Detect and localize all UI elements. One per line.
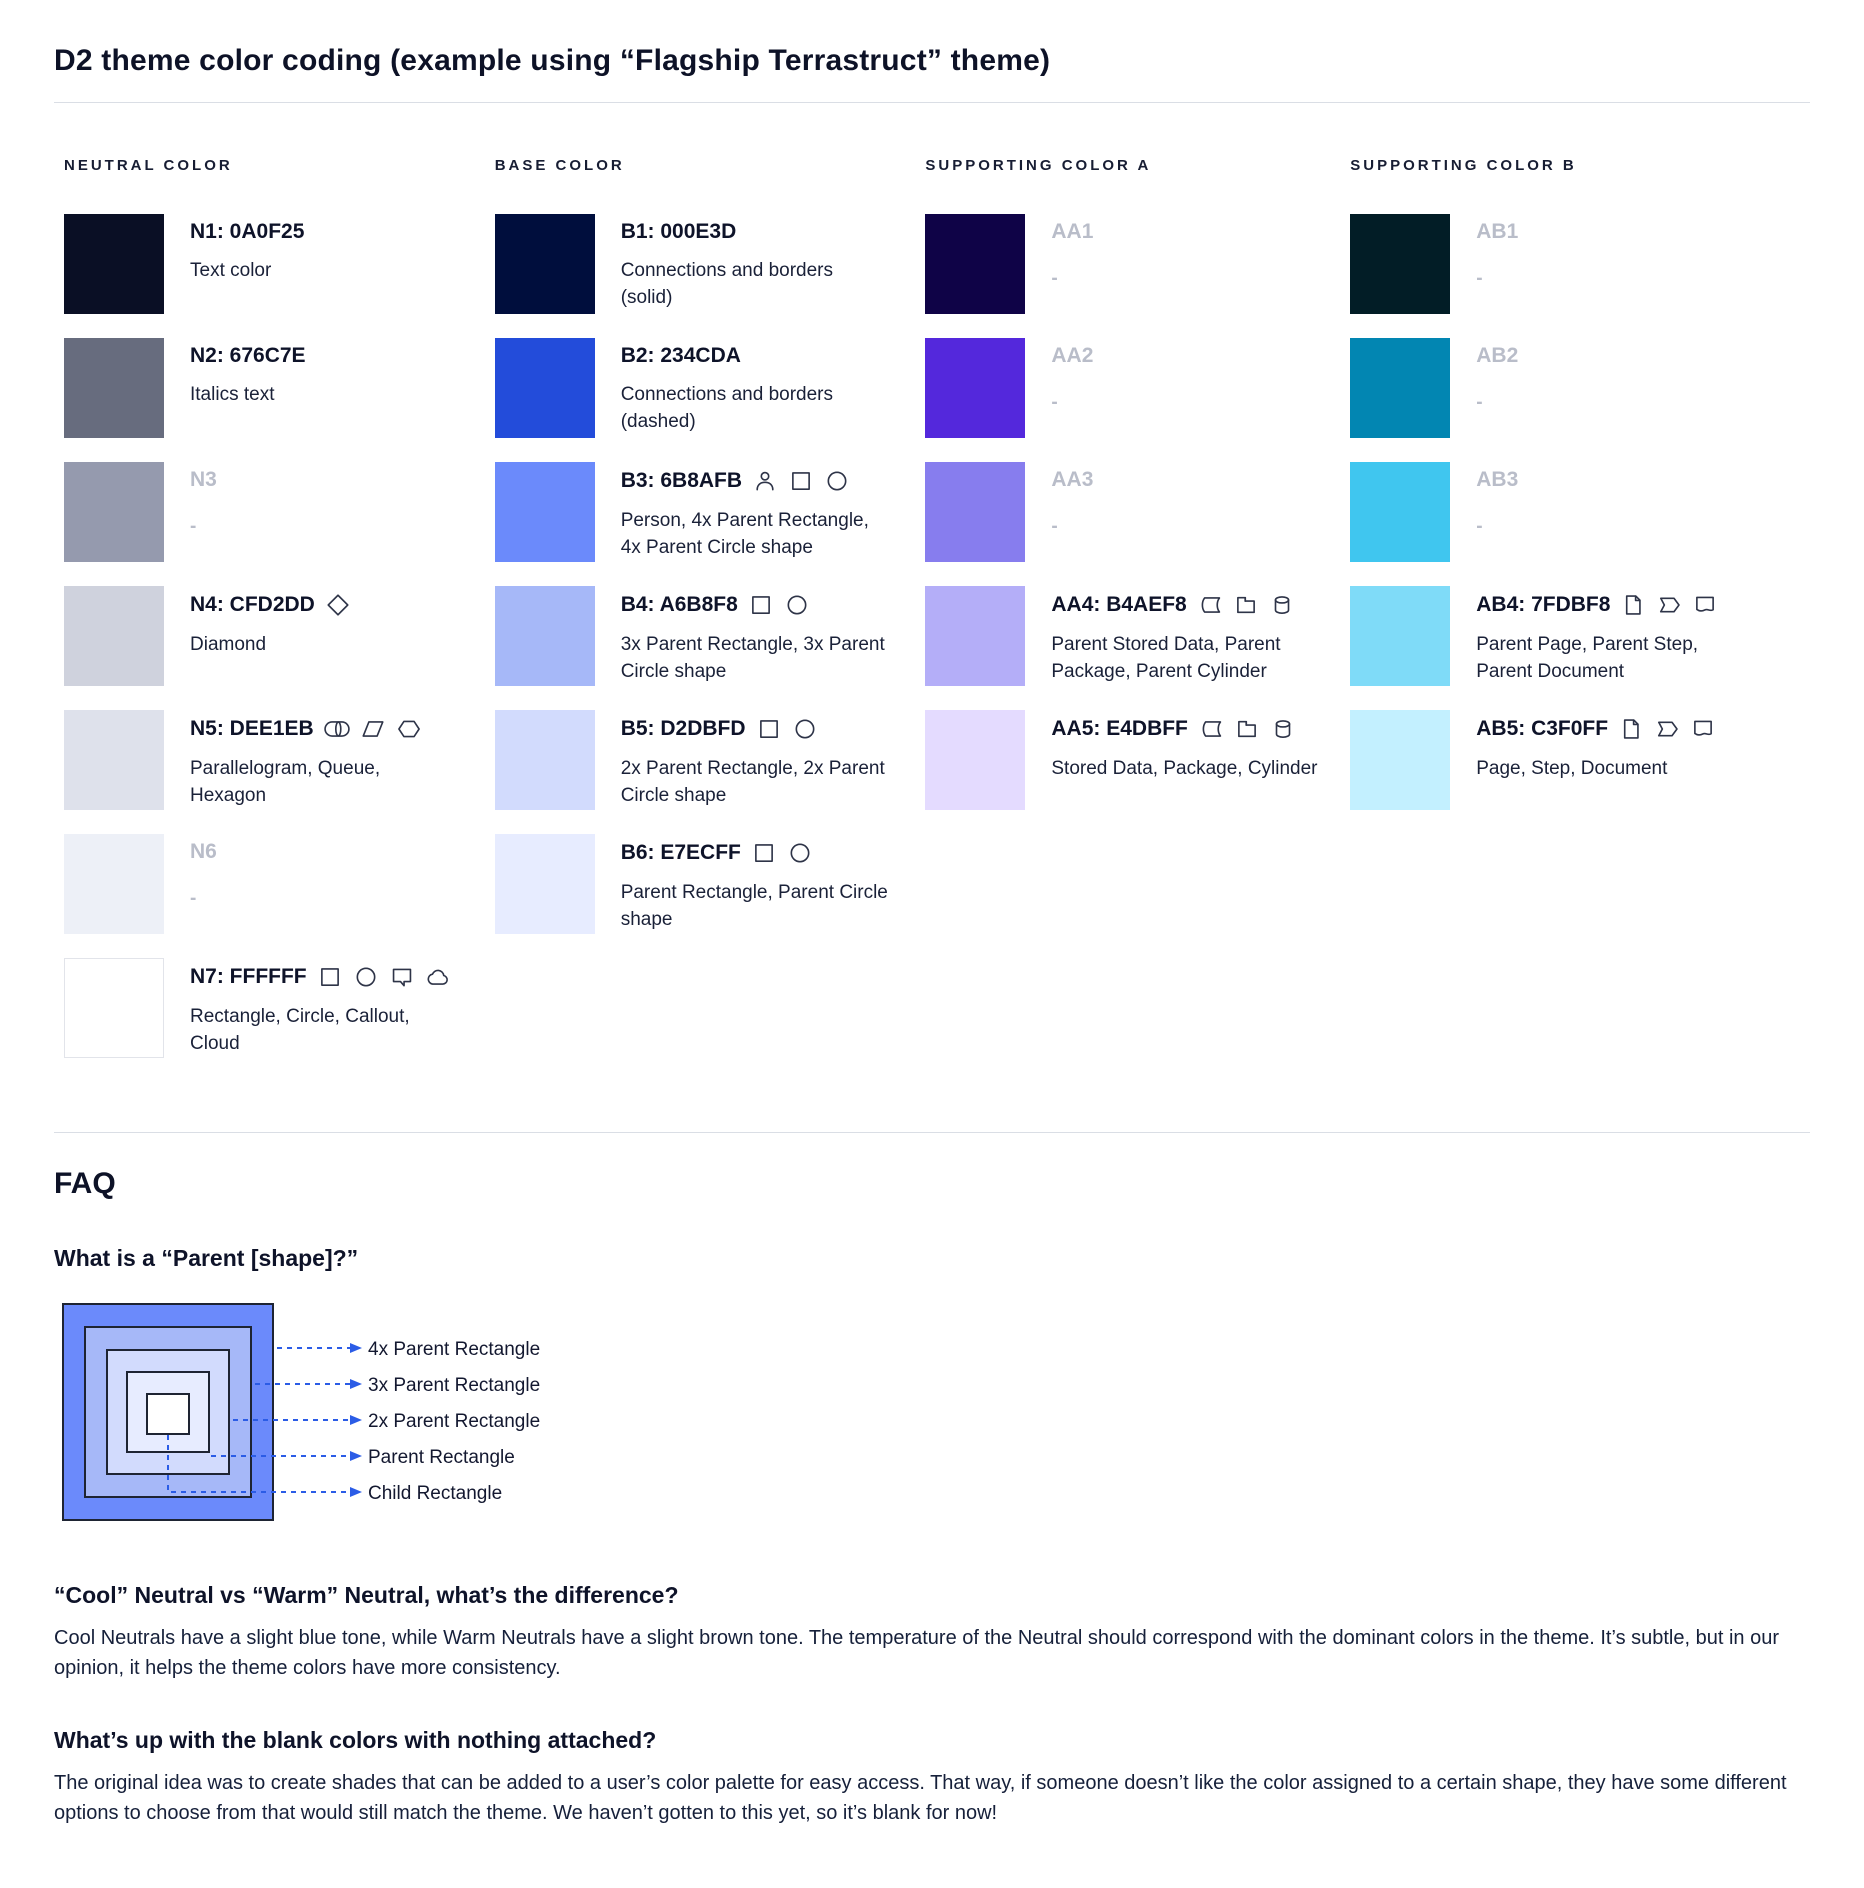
- swatch-N6: [64, 834, 164, 934]
- swatch-AB2: [1350, 338, 1450, 438]
- color-code-label-AB1: AB1: [1476, 220, 1519, 243]
- cylinder-icon: [1269, 592, 1295, 618]
- circle-icon: [784, 592, 810, 618]
- swatch-B3: [495, 462, 595, 562]
- faq-question-cool-vs-warm: “Cool” Neutral vs “Warm” Neutral, what’s the difference?: [54, 1582, 679, 1608]
- diagram-label: Child Rectangle: [368, 1483, 503, 1504]
- color-row-N6: [64, 834, 495, 934]
- diamond-icon: [325, 592, 351, 618]
- column-header-neutral: NEUTRAL COLOR: [64, 157, 233, 174]
- column-header-base: BASE COLOR: [494, 157, 625, 174]
- color-usage-desc-AB2: -: [1476, 392, 1483, 413]
- color-usage-desc-AB3: -: [1476, 516, 1483, 537]
- color-row-N2: [64, 338, 495, 438]
- color-row-AA5: [925, 710, 1350, 810]
- color-code-label-AB2: AB2: [1476, 344, 1519, 367]
- circle-icon: [787, 840, 813, 866]
- color-usage-desc-N3: -: [190, 516, 197, 537]
- rectangle-icon: [748, 592, 774, 618]
- color-code-label-AB4: AB4: 7FDBF8: [1476, 593, 1611, 616]
- rectangle-icon: [317, 964, 343, 990]
- color-row-AA1: [925, 214, 1350, 314]
- swatch-AA2: [925, 338, 1025, 438]
- color-usage-desc-B6: Parent Rectangle, Parent Circle shape: [620, 882, 888, 930]
- swatch-AB1: [1350, 214, 1450, 314]
- color-code-label-AB5: AB5: C3F0FF: [1476, 717, 1609, 740]
- cloud-icon: [425, 964, 451, 990]
- parent-shape-diagram: [54, 1298, 594, 1538]
- color-usage-desc-N2: Italics text: [190, 384, 275, 405]
- swatch-B5: [495, 710, 595, 810]
- color-usage-desc-B4: 3x Parent Rectangle, 3x Parent Circle shape: [620, 634, 885, 682]
- rectangle-icon: [756, 716, 782, 742]
- faq-question-parent-shape: What is a “Parent [shape]?”: [54, 1245, 359, 1271]
- swatch-AA5: [925, 710, 1025, 810]
- swatch-AB3: [1350, 462, 1450, 562]
- color-code-label-N1: N1: 0A0F25: [190, 220, 305, 243]
- color-row-N7: [64, 958, 495, 1058]
- color-code-label-AA3: AA3: [1051, 468, 1094, 491]
- color-code-label-B6: B6: E7ECFF: [620, 841, 741, 864]
- swatch-AB4: [1350, 586, 1450, 686]
- color-usage-desc-N6: -: [190, 888, 197, 909]
- color-code-label-B3: B3: 6B8AFB: [620, 469, 743, 492]
- faq-answer-blank-colors: The original idea was to create shades that can be added to a user’s color palette for easy access. That way, if someone doesn’t like the color assigned to a certain shape, they have some different options to choose from that would still match the theme. We haven’t gotten to this yet, so it’s blank for now!: [54, 1772, 1787, 1824]
- color-row-N5: [64, 710, 495, 810]
- color-code-label-B1: B1: 000E3D: [620, 220, 737, 243]
- color-row-N1: [64, 214, 495, 314]
- color-usage-desc-N1: Text color: [190, 260, 272, 281]
- color-row-AB3: [1350, 462, 1810, 562]
- color-usage-desc-B1: Connections and borders (solid): [620, 260, 833, 308]
- color-usage-desc-AB1: -: [1476, 268, 1483, 289]
- color-usage-desc-B2: Connections and borders (dashed): [620, 384, 833, 432]
- diagram-label: 4x Parent Rectangle: [368, 1339, 541, 1360]
- color-code-label-AA5: AA5: E4DBFF: [1051, 717, 1188, 740]
- document-icon: [1690, 716, 1716, 742]
- color-row-B1: [495, 214, 926, 314]
- color-code-label-B5: B5: D2DBFD: [620, 717, 746, 740]
- divider: [54, 1132, 1810, 1133]
- color-code-label-B4: B4: A6B8F8: [620, 593, 738, 616]
- color-row-B4: [495, 586, 926, 686]
- color-code-label-AA2: AA2: [1051, 344, 1094, 367]
- color-row-AA4: [925, 586, 1350, 686]
- document-icon: [1692, 592, 1718, 618]
- faq-answer-cool-vs-warm: Cool Neutrals have a slight blue tone, while Warm Neutrals have a slight brown tone. The temperature of the Neutral should correspond with the dominant colors in the theme. It’s subtle, but in our opinion, it helps the theme colors have more consistency.: [54, 1627, 1779, 1679]
- swatch-B6: [495, 834, 595, 934]
- palette-column-supporting-b: [1350, 157, 1810, 1082]
- swatch-N7: [64, 958, 164, 1058]
- column-header-supporting-b: SUPPORTING COLOR B: [1350, 157, 1577, 174]
- color-usage-desc-AB5: Page, Step, Document: [1476, 758, 1668, 779]
- rectangle-icon: [788, 468, 814, 494]
- color-code-label-AA1: AA1: [1051, 220, 1094, 243]
- color-usage-desc-N4: Diamond: [190, 634, 267, 655]
- divider: [54, 102, 1810, 103]
- color-usage-desc-AA5: Stored Data, Package, Cylinder: [1051, 758, 1318, 779]
- color-code-label-N4: N4: CFD2DD: [190, 593, 315, 616]
- swatch-AA1: [925, 214, 1025, 314]
- color-usage-desc-N7: Rectangle, Circle, Callout, Cloud: [190, 1006, 410, 1054]
- color-row-N3: [64, 462, 495, 562]
- color-usage-desc-AA2: -: [1051, 392, 1058, 413]
- swatch-AB5: [1350, 710, 1450, 810]
- circle-icon: [792, 716, 818, 742]
- color-usage-desc-B3: Person, 4x Parent Rectangle, 4x Parent Circle shape: [620, 510, 869, 558]
- swatch-B1: [495, 214, 595, 314]
- faq-heading: FAQ: [54, 1167, 116, 1200]
- callout-icon: [389, 964, 415, 990]
- color-row-AA3: [925, 462, 1350, 562]
- palette-column-supporting-a: [925, 157, 1350, 1082]
- color-code-label-AA4: AA4: B4AEF8: [1051, 593, 1187, 616]
- color-usage-desc-AB4: Parent Page, Parent Step, Parent Document: [1476, 634, 1699, 682]
- palette-column-neutral: [64, 157, 495, 1082]
- color-row-B2: [495, 338, 926, 438]
- swatch-N4: [64, 586, 164, 686]
- color-code-label-N5: N5: DEE1EB: [190, 717, 314, 740]
- color-code-label-N3: N3: [190, 468, 217, 491]
- stored-data-icon: [1197, 592, 1223, 618]
- color-code-label-N6: N6: [190, 840, 217, 863]
- diagram-label: Parent Rectangle: [368, 1447, 515, 1468]
- palette-column-base: [495, 157, 926, 1082]
- color-row-AA2: [925, 338, 1350, 438]
- hexagon-icon: [396, 716, 422, 742]
- color-row-AB2: [1350, 338, 1810, 438]
- color-usage-desc-B5: 2x Parent Rectangle, 2x Parent Circle shape: [620, 758, 885, 806]
- circle-icon: [353, 964, 379, 990]
- package-icon: [1233, 592, 1259, 618]
- page-icon: [1618, 716, 1644, 742]
- color-row-N4: [64, 586, 495, 686]
- swatch-N3: [64, 462, 164, 562]
- color-code-label-AB3: AB3: [1476, 468, 1519, 491]
- color-usage-desc-N5: Parallelogram, Queue, Hexagon: [190, 758, 381, 806]
- swatch-AA3: [925, 462, 1025, 562]
- rectangle-icon: [751, 840, 777, 866]
- swatch-N5: [64, 710, 164, 810]
- swatch-B4: [495, 586, 595, 686]
- swatch-N1: [64, 214, 164, 314]
- color-usage-desc-AA4: Parent Stored Data, Parent Package, Parent Cylinder: [1051, 634, 1281, 682]
- arrowheads: [350, 1343, 362, 1497]
- parallelogram-icon: [360, 716, 386, 742]
- color-code-label-N2: N2: 676C7E: [190, 344, 306, 367]
- color-usage-desc-AA3: -: [1051, 516, 1058, 537]
- color-code-label-N7: N7: FFFFFF: [190, 965, 307, 988]
- color-code-label-B2: B2: 234CDA: [620, 344, 741, 367]
- step-icon: [1656, 592, 1682, 618]
- swatch-AA4: [925, 586, 1025, 686]
- package-icon: [1234, 716, 1260, 742]
- step-icon: [1654, 716, 1680, 742]
- palette-grid: [64, 157, 1810, 1082]
- cylinder-icon: [1270, 716, 1296, 742]
- color-row-B6: [495, 834, 926, 934]
- child-rectangle: [147, 1394, 189, 1434]
- color-row-B3: [495, 462, 926, 562]
- diagram-label: 2x Parent Rectangle: [368, 1411, 541, 1432]
- swatch-B2: [495, 338, 595, 438]
- swatch-N2: [64, 338, 164, 438]
- page-icon: [1620, 592, 1646, 618]
- color-row-AB4: [1350, 586, 1810, 686]
- color-row-B5: [495, 710, 926, 810]
- diagram-label: 3x Parent Rectangle: [368, 1375, 541, 1396]
- stored-data-icon: [1198, 716, 1224, 742]
- faq-section: [54, 1167, 1810, 1828]
- circle-icon: [824, 468, 850, 494]
- queue-icon: [324, 716, 350, 742]
- color-row-AB5: [1350, 710, 1810, 810]
- color-row-AB1: [1350, 214, 1810, 314]
- column-header-supporting-a: SUPPORTING COLOR A: [925, 157, 1152, 174]
- faq-question-blank-colors: What’s up with the blank colors with nothing attached?: [54, 1727, 657, 1753]
- person-icon: [752, 468, 778, 494]
- color-usage-desc-AA1: -: [1051, 268, 1058, 289]
- page-title: D2 theme color coding (example using “Flagship Terrastruct” theme): [54, 44, 1051, 77]
